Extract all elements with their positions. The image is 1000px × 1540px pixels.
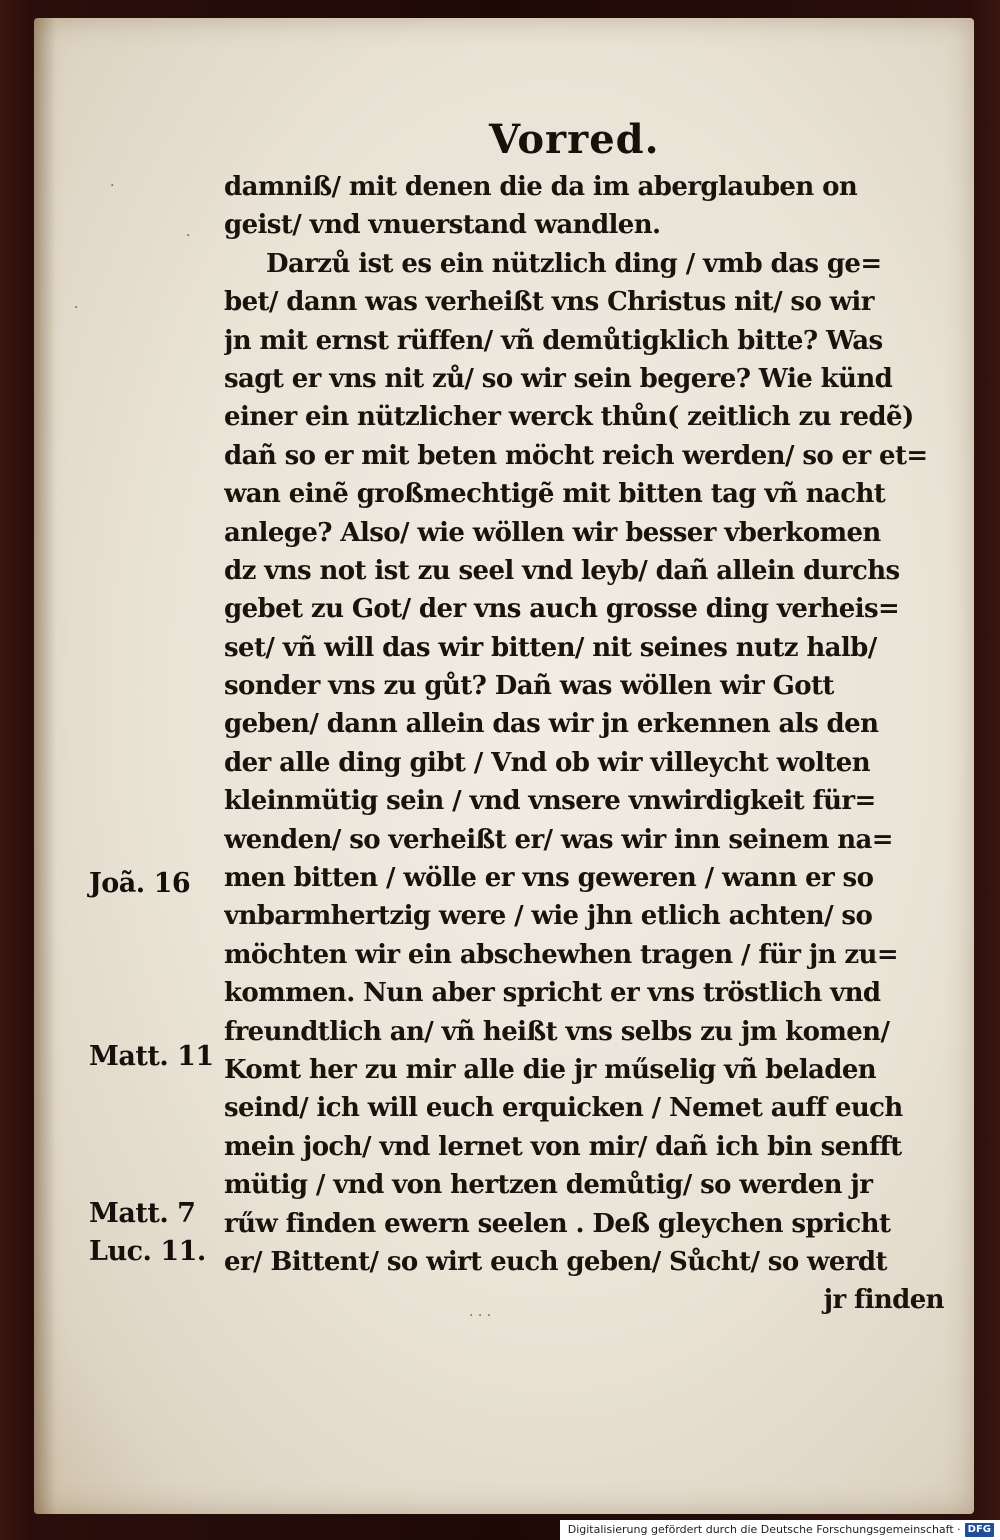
text-line: bet/ dann was verheißt vns Christus nit/ so wir [224, 287, 874, 318]
text-line: Darzů ist es ein nützlich ding / vmb das ge= [266, 248, 882, 279]
margin-note: Matt. 11 [89, 1041, 214, 1072]
text-line: sonder vns zu gůt? Dañ was wöllen wir Gott [224, 671, 834, 702]
text-line: der alle ding gibt / Vnd ob wir villeycht wolten [224, 747, 871, 778]
text-line: anlege? Also/ wie wöllen wir besser vberkomen [224, 517, 881, 548]
text-line: wan einẽ großmechtigẽ mit bitten tag vñ nacht [224, 479, 886, 510]
page-gutter-shadow [34, 18, 56, 1514]
margin-speck: · [110, 178, 115, 194]
text-line: damniß/ mit denen die da im aberglauben on [224, 172, 858, 202]
text-line: geben/ dann allein das wir jn erkennen als den [224, 709, 879, 740]
running-head: Vorred. [489, 116, 660, 163]
margin-note: Luc. 11. [89, 1236, 206, 1267]
margin-note: Joã. 16 [89, 868, 191, 899]
text-line: dañ so er mit beten möcht reich werden/ so er et= [224, 440, 928, 471]
text-block [224, 168, 964, 1320]
margin-note: Matt. 7 [89, 1198, 196, 1229]
text-line: men bitten / wölle er vns geweren / wann er so [224, 863, 874, 894]
text-line: vnbarmhertzig were / wie jhn etlich achten/ so [224, 901, 873, 932]
text-line: möchten wir ein abschewhen tragen / für jn zu= [224, 939, 899, 970]
text-line: einer ein nützlicher werck thůn( zeitlich zu redẽ) [224, 402, 914, 433]
text-line: er/ Bittent/ so wirt euch geben/ Sůcht/ so werdt [224, 1246, 887, 1277]
digitization-footer [560, 1520, 1000, 1540]
text-line: kommen. Nun aber spricht er vns tröstlich vnd [224, 978, 881, 1009]
book-page [34, 18, 974, 1514]
text-line: rűw finden ewern seelen . Deß gleychen spricht [224, 1208, 891, 1239]
text-line: gebet zu Got/ der vns auch grosse ding verheis= [224, 594, 900, 625]
text-line: geist/ vnd vnuerstand wandlen. [224, 210, 661, 241]
text-line: seind/ ich will euch erquicken / Nemet auff euch [224, 1093, 903, 1124]
text-line: Komt her zu mir alle die jr műselig vñ beladen [224, 1054, 877, 1085]
text-line: dz vns not ist zu seel vnd leyb/ dañ allein durchs [224, 555, 900, 586]
page-signature: · · · [469, 1308, 492, 1324]
text-line: jn mit ernst rüffen/ vñ demůtigklich bitte? Was [224, 325, 883, 356]
catchword: jr finden [823, 1285, 944, 1316]
text-line: wenden/ so verheißt er/ was wir inn seinem na= [224, 824, 893, 855]
text-line: sagt er vns nit zů/ so wir sein begere? Wie künd [224, 363, 893, 394]
text-line: set/ vñ will das wir bitten/ nit seines nutz halb/ [224, 632, 877, 663]
margin-speck: · [74, 300, 79, 316]
dfg-logo-icon: DFG [965, 1523, 994, 1537]
text-line: mütig / vnd von hertzen demůtig/ so werden jr [224, 1170, 873, 1201]
footer-text: Digitalisierung gefördert durch die Deutsche Forschungsgemeinschaft · [567, 1523, 961, 1536]
text-line: freundtlich an/ vñ heißt vns selbs zu jm komen/ [224, 1016, 890, 1047]
text-line: kleinmütig sein / vnd vnsere vnwirdigkeit für= [224, 786, 876, 817]
text-line: mein joch/ vnd lernet von mir/ dañ ich bin senfft [224, 1131, 902, 1162]
margin-speck: · [186, 228, 191, 244]
